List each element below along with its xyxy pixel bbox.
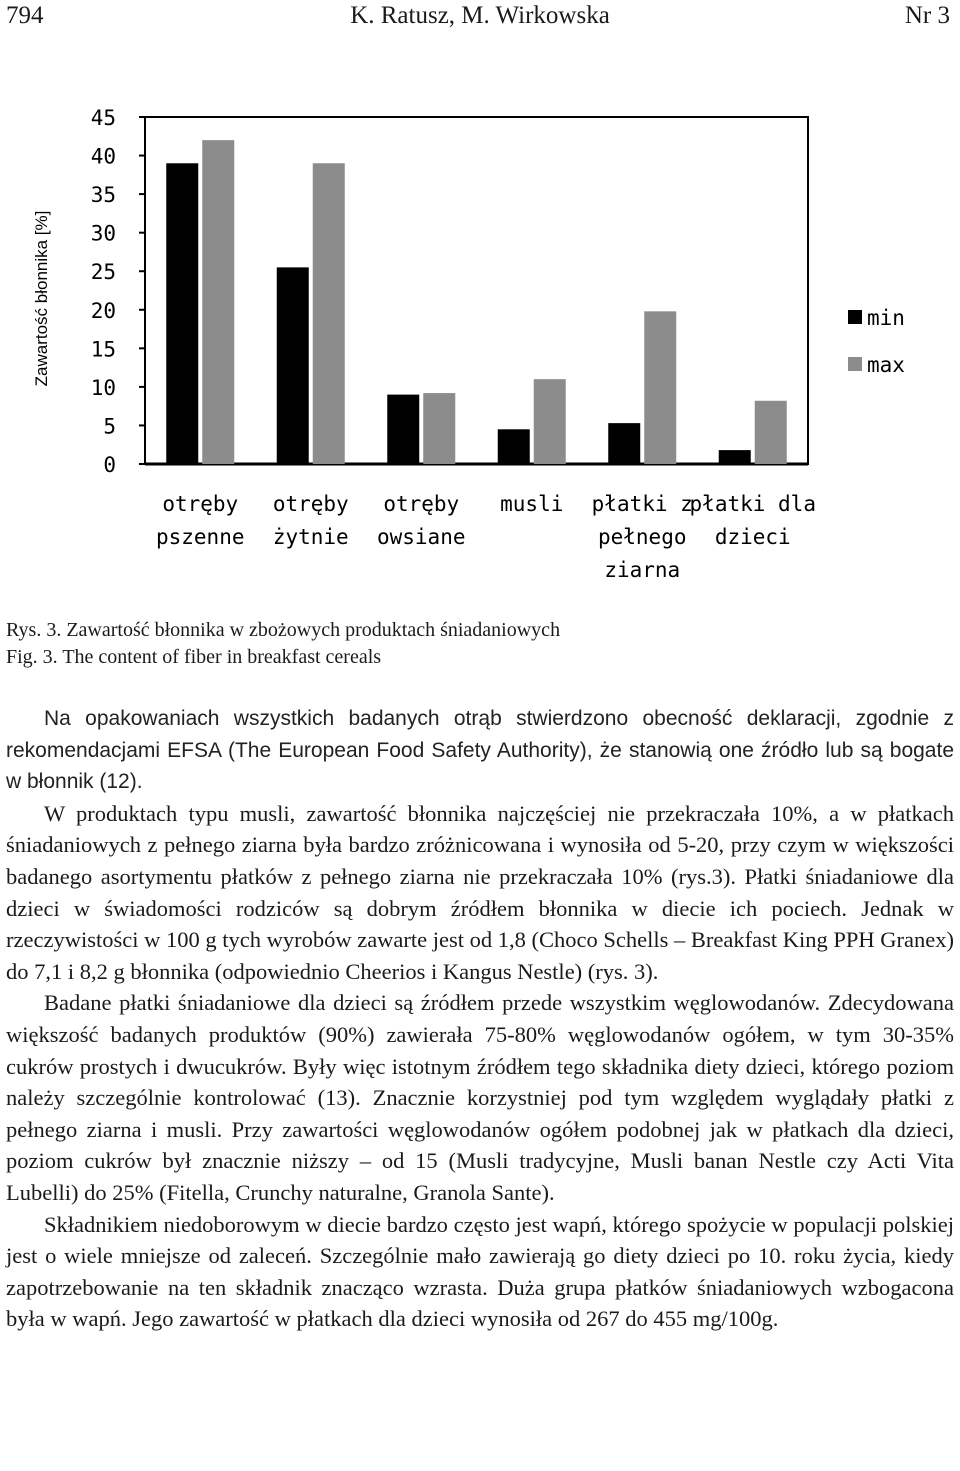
bar-min bbox=[498, 429, 530, 464]
bar-min bbox=[166, 163, 198, 464]
plot-frame bbox=[145, 117, 808, 464]
x-category-label: otręby bbox=[162, 492, 239, 516]
bar-max bbox=[534, 379, 566, 464]
paragraph: W produktach typu musli, zawartość błonnika najczęściej nie przekraczała 10%, a w płatkach śniadaniowych z pełnego ziarna była bardzo zróżnicowana i wynosiła od 5-20, przy czym w większości badanego asortymentu płatków z pełnego ziarna nie przekraczała 10% (rys.3). Płatki śniadaniowe dla dzieci w świadomości rodziców są dobrym źródłem błonnika w diecie ich pociech. Jednak w rzeczywistości w 100 g tych wyrobów zawarte jest od 1,8 (Choco Schells – Breakfast King PPH Granex) do 7,1 i 8,2 g błonnika (odpowiednio Cheerios i Kangus Nestle) (rys. 3). bbox=[6, 800, 954, 984]
bar-min bbox=[719, 450, 751, 464]
x-category-label: owsiane bbox=[376, 525, 466, 549]
y-tick-label: 20 bbox=[90, 298, 116, 323]
y-tick-label: 40 bbox=[90, 144, 116, 169]
y-tick-label: 30 bbox=[90, 221, 116, 246]
y-tick-label: 0 bbox=[103, 453, 116, 477]
paragraph: Na opakowaniach wszystkich badanych otrąb stwierdzono obecność deklaracji, zgodnie z rekomendacjami EFSA (The European Food Safety Authority), że stanowią one źródło lub są bogate w błonnik (12). bbox=[6, 707, 954, 794]
y-tick-label: 15 bbox=[90, 337, 116, 362]
x-category-label: płatki dla bbox=[689, 492, 816, 516]
x-category-label: pszenne bbox=[155, 525, 245, 549]
y-axis-label: Zawartość błonnika [%] bbox=[32, 210, 51, 387]
page-number: 794 bbox=[6, 2, 44, 29]
legend-swatch-min bbox=[848, 310, 862, 324]
bar-max bbox=[755, 401, 787, 464]
x-category-label: ziarna bbox=[604, 558, 681, 582]
x-category-label: musli bbox=[500, 492, 564, 516]
bar-min bbox=[608, 423, 640, 464]
paragraph: Badane płatki śniadaniowe dla dzieci są źródłem przede wszystkim węglowodanów. Zdecydowana większość badanych produktów (90%) zawierała 75-80% węglowodanów ogółem, w tym 30-35% cukrów prostych i dwucukrów. Były więc istotnym źródłem tego składnika diety dzieci, którego poziom należy szczególnie kontrolować (13). Znacznie korzystniej pod tym względem wyglądały płatki z pełnego ziarna i musli. Przy zawartości węglowodanów ogółem podobnej jak w płatkach dla dzieci, poziom cukrów był znacznie niższy – od 15 (Musli tradycyjne, Musli banan Nestle czy Acti Vita Lubelli) do 25% (Fitella, Crunchy naturalne, Granola Sante). bbox=[6, 990, 954, 1205]
x-category-label: pełnego bbox=[597, 525, 687, 549]
y-tick-label: 35 bbox=[90, 183, 116, 208]
paragraph: Składnikiem niedoborowym w diecie bardzo często jest wapń, którego spożycie w populacji polskiej jest o wiele mniejsze od zaleceń. Szczególnie mało zawierają go diety dzieci po 10. roku życia, kiedy zapotrzebowanie na ten składnik znacząco wzrasta. Duża grupa płatków śniadaniowych wzbogacona była w wapń. Jego zawartość w płatkach dla dzieci wynosiła od 267 do 455 mg/100g. bbox=[6, 1211, 954, 1332]
legend-label-min: min bbox=[867, 306, 905, 330]
y-tick-label: 25 bbox=[90, 260, 116, 285]
caption-english: Fig. 3. The content of fiber in breakfast cereals bbox=[6, 646, 382, 668]
issue-number: Nr 3 bbox=[904, 2, 950, 29]
figure-captions bbox=[6, 617, 946, 671]
bar-max bbox=[423, 393, 455, 464]
x-category-label: dzieci bbox=[714, 525, 791, 549]
bar-max bbox=[202, 140, 234, 464]
bar-min bbox=[387, 395, 419, 464]
page-header bbox=[0, 0, 960, 34]
x-category-label: otręby bbox=[383, 492, 460, 516]
bar-min bbox=[277, 267, 309, 464]
running-authors: K. Ratusz, M. Wirkowska bbox=[350, 2, 610, 29]
y-tick-label: 45 bbox=[90, 106, 116, 130]
x-category-label: płatki z bbox=[591, 492, 693, 516]
bar-chart bbox=[0, 100, 960, 590]
y-tick-label: 10 bbox=[90, 375, 116, 400]
x-category-label: otręby bbox=[272, 492, 349, 516]
y-tick-label: 5 bbox=[103, 414, 116, 439]
caption-polish: Rys. 3. Zawartość błonnika w zbożowych produktach śniadaniowych bbox=[6, 619, 561, 641]
article-body bbox=[6, 703, 954, 1335]
bar-max bbox=[644, 311, 676, 464]
legend-swatch-max bbox=[848, 357, 862, 371]
figure-fiber-chart bbox=[0, 100, 960, 590]
legend-label-max: max bbox=[867, 353, 905, 377]
x-category-label: żytnie bbox=[272, 525, 349, 549]
bar-max bbox=[313, 163, 345, 464]
